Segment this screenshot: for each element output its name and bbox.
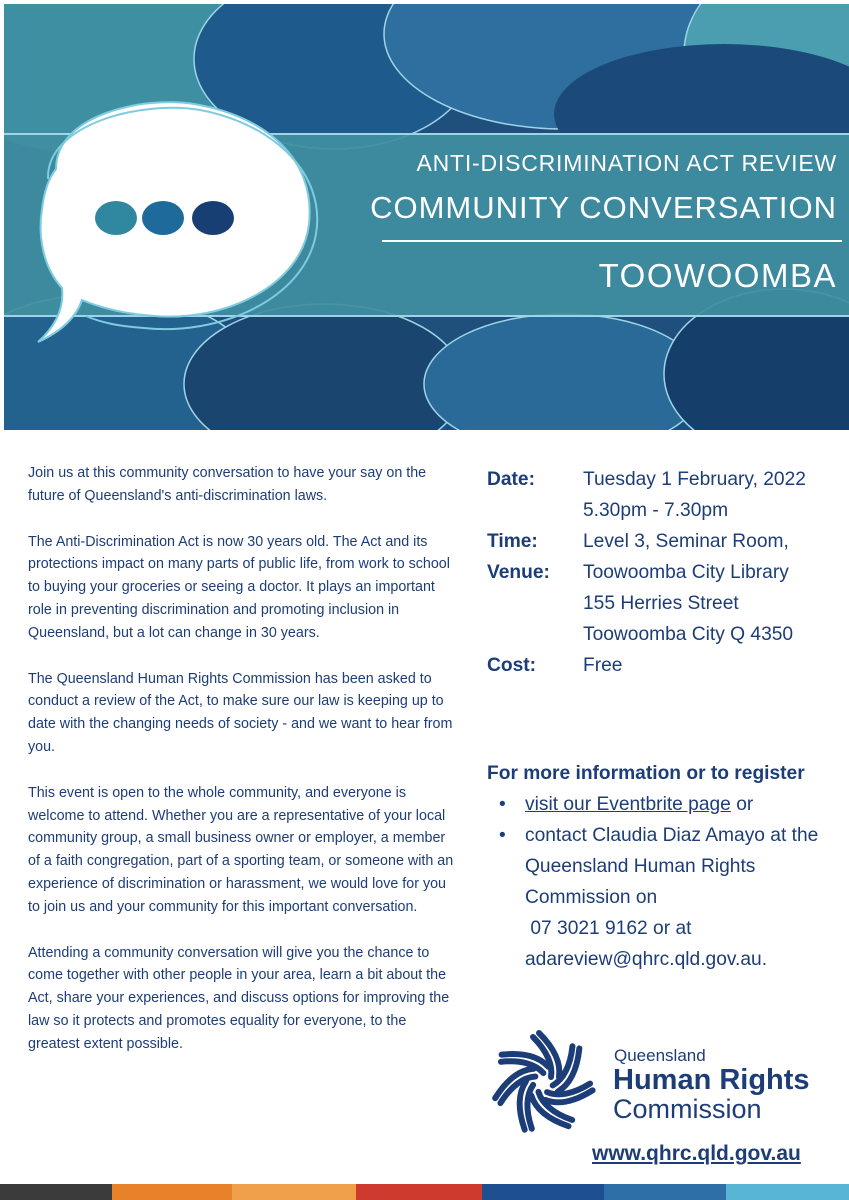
stripe-seg-blue <box>604 1184 726 1200</box>
color-stripe <box>0 1184 849 1200</box>
open-event-paragraph: This event is open to the whole community, and everyone is welcome to attend. Whether you are a representative of your local community group, a small business owner or employer, a member of a faith congregation, part of a sporting team, or someone with an experience of discrimination or harassment, we would love for you to join us and your community for this important conversation. <box>28 784 454 915</box>
contact-text: contact Claudia Diaz Amayo at the Queensland Human Rights Commission on <box>525 825 819 908</box>
date-value: Tuesday 1 February, 2022 <box>583 469 806 490</box>
eventbrite-link[interactable]: visit our Eventbrite page <box>525 794 731 815</box>
phone-suffix: or at <box>647 918 692 939</box>
qhrc-emblem-icon <box>488 1028 598 1138</box>
logo-commission: Commission <box>613 1094 762 1124</box>
banner-event-title: COMMUNITY CONVERSATION <box>370 190 837 225</box>
act-paragraph: The Anti-Discrimination Act is now 30 years old. The Act and its protections impact on many parts of public life, from work to school to buying your groceries or seeing a doctor. It plays an important role in preventing discrimination and promoting inclusion in Queensland, but a lot can change in 30 years. <box>28 533 450 641</box>
intro-paragraph: Join us at this community conversation to have your say on the future of Queensland's anti-discrimination laws. <box>28 465 427 504</box>
time-value-row <box>487 495 842 526</box>
event-description <box>28 462 458 1079</box>
review-paragraph: The Queensland Human Rights Commission has been asked to conduct a review of the Act, to make sure our law is keeping up to date with the changing needs of society - and we want to hear from you. <box>28 670 453 755</box>
venue-city-row <box>487 619 842 650</box>
venue-line-2: Toowoomba City Library <box>583 562 789 583</box>
contact-email[interactable]: adareview@qhrc.qld.gov.au. <box>525 949 768 970</box>
stripe-seg-red <box>356 1184 482 1200</box>
stripe-seg-dark <box>0 1184 112 1200</box>
contact-item <box>525 820 827 975</box>
contact-phone: 07 3021 9162 <box>530 918 648 939</box>
stripe-seg-navy <box>482 1184 604 1200</box>
logo-human-rights: Human Rights <box>613 1064 810 1096</box>
cost-value: Free <box>583 655 623 676</box>
venue-street-row <box>487 588 842 619</box>
banner-divider <box>382 240 842 242</box>
more-info-heading: For more information or to register <box>487 763 805 784</box>
time-label: Time: <box>487 531 538 552</box>
event-details <box>487 464 842 681</box>
cost-label: Cost: <box>487 655 537 676</box>
venue-label: Venue: <box>487 562 550 583</box>
banner-location: TOOWOOMBA <box>598 257 837 294</box>
eventbrite-suffix: or <box>730 794 754 815</box>
time-value: 5.30pm - 7.30pm <box>583 500 729 521</box>
venue-row <box>487 557 842 588</box>
website-link[interactable]: www.qhrc.qld.gov.au <box>592 1142 801 1165</box>
venue-line-1: Level 3, Seminar Room, <box>583 531 789 552</box>
time-row <box>487 526 842 557</box>
hero-banner <box>4 4 849 430</box>
date-label: Date: <box>487 469 535 490</box>
qhrc-logo <box>488 1028 828 1138</box>
more-info-section <box>487 758 827 975</box>
cost-row <box>487 650 842 681</box>
logo-queensland: Queensland <box>614 1046 706 1065</box>
stripe-seg-light <box>726 1184 849 1200</box>
benefits-paragraph: Attending a community conversation will give you the chance to come together with other people in your area, learn a bit about the Act, share your experiences, and discuss options for improving the law so it protects and promotes equality for everyone, to the greatest extent possible. <box>28 944 450 1052</box>
eventbrite-item <box>525 789 827 820</box>
stripe-seg-orange <box>112 1184 232 1200</box>
venue-line-3: 155 Herries Street <box>583 593 739 614</box>
date-row <box>487 464 842 495</box>
contact-list <box>487 789 827 975</box>
stripe-seg-amber <box>232 1184 356 1200</box>
banner-review-title: ANTI-DISCRIMINATION ACT REVIEW <box>416 150 837 176</box>
venue-line-4: Toowoomba City Q 4350 <box>583 624 794 645</box>
